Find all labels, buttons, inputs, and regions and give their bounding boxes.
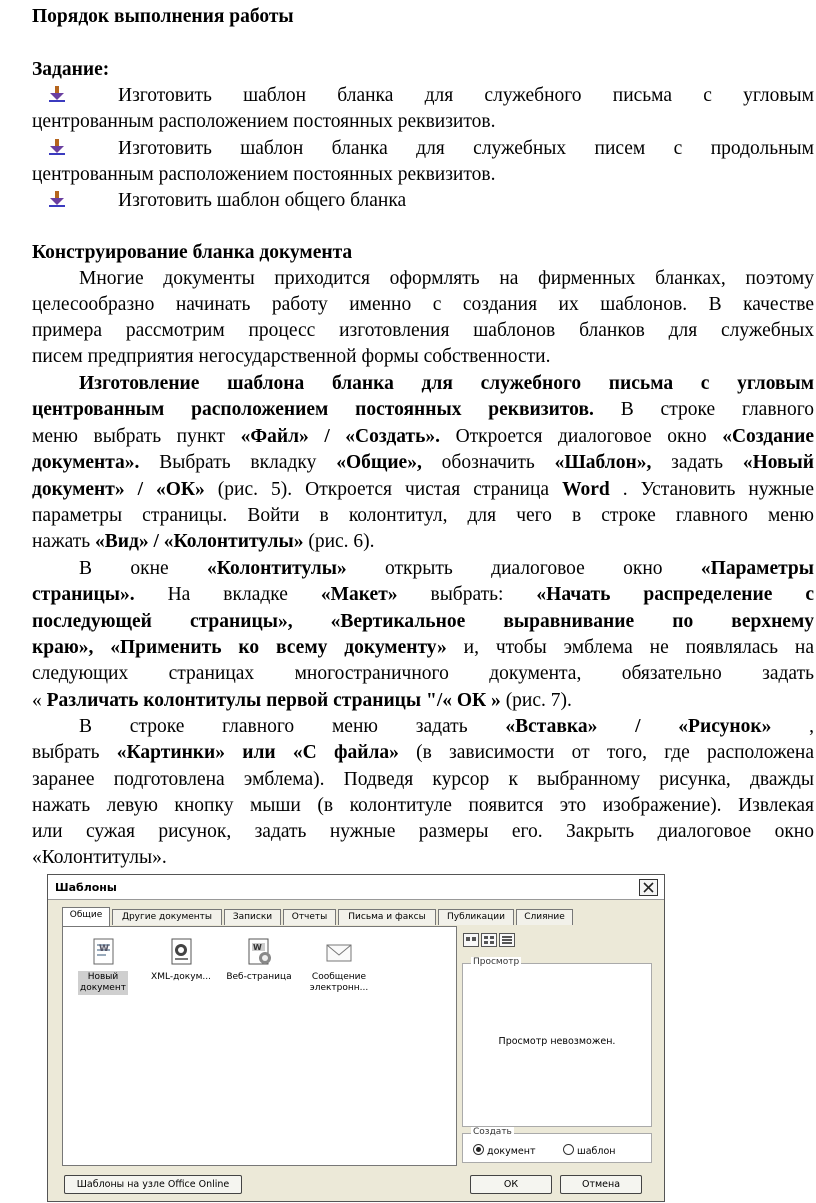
task-1-line-1: Изготовить шаблон бланка для служебного письма с угловым bbox=[118, 85, 814, 106]
details-view-icon[interactable] bbox=[499, 933, 515, 947]
tab-general[interactable]: Общие bbox=[62, 907, 110, 926]
heading-order: Порядок выполнения работы bbox=[32, 6, 294, 27]
p1-line-4: писем предприятия негосударственной формы собственности. bbox=[32, 346, 551, 367]
large-icons-view-icon[interactable] bbox=[463, 933, 479, 947]
ok-button[interactable]: ОК bbox=[470, 1175, 552, 1194]
p1-line-2: целесообразно начинать работу именно с создания их шаблонов. В качестве bbox=[32, 294, 814, 315]
svg-text:W: W bbox=[253, 943, 262, 952]
radio-document[interactable]: документ bbox=[473, 1144, 536, 1157]
xml-document-icon bbox=[166, 937, 196, 967]
list-view-icon[interactable] bbox=[481, 933, 497, 947]
p2-line-5: документ» / «ОК» (рис. 5). Откроется чистая страница Word . Установить нужные bbox=[32, 479, 814, 500]
task-3-line-1: Изготовить шаблон общего бланка bbox=[118, 190, 407, 211]
p4-line-4: нажать левую кнопку мыши (в колонтитуле появится это изображение). Извлекая bbox=[32, 795, 814, 816]
tab-merge[interactable]: Слияние bbox=[516, 909, 573, 925]
p4-line-3: заранее подготовлена эмблема). Подведя курсор к выбранному рисунка, дважды bbox=[32, 769, 814, 790]
email-envelope-icon bbox=[324, 937, 354, 967]
tab-reports[interactable]: Отчеты bbox=[283, 909, 336, 925]
p3-line-5: следующих страницах многостраничного документа, обязательно задать bbox=[32, 663, 814, 684]
section-title: Конструирование бланка документа bbox=[32, 242, 353, 263]
tab-publications[interactable]: Публикации bbox=[438, 909, 514, 925]
p1-line-3: примера рассмотрим процесс изготовления шаблонов бланков для служебных bbox=[32, 320, 814, 341]
p3-line-4: краю», «Применить ко всему документу» и, чтобы эмблема не появлялась на bbox=[32, 637, 814, 658]
p2-line-4: документа». Выбрать вкладку «Общие», обозначить «Шаблон», задать «Новый bbox=[32, 452, 815, 473]
template-item-xml-document[interactable]: XML-докум... bbox=[143, 937, 219, 984]
task-1-line-2: центрованным расположением постоянных реквизитов. bbox=[32, 111, 496, 132]
preview-label: Просмотр bbox=[473, 957, 520, 967]
task-label: Задание: bbox=[32, 59, 110, 80]
web-page-icon bbox=[244, 937, 274, 967]
p4-line-1: В строке главного меню задать «Вставка» / «Рисунок» , bbox=[79, 716, 814, 737]
preview-group bbox=[462, 957, 652, 1127]
p3-line-2: страницы». На вкладке «Макет» выбрать: «Начать распределение с bbox=[32, 584, 814, 605]
radio-template[interactable]: шаблон bbox=[563, 1144, 615, 1157]
cancel-button[interactable]: Отмена bbox=[560, 1175, 642, 1194]
template-item-web-page[interactable]: W Веб-страница bbox=[221, 937, 297, 984]
template-item-email-message[interactable]: Сообщение электронн... bbox=[301, 937, 377, 995]
template-list bbox=[62, 926, 457, 1166]
p2-line-6: параметры страницы. Войти в колонтитул, для чего в строке главного меню bbox=[32, 505, 814, 526]
p3-line-1: В окне «Колонтитулы» открыть диалоговое окно «Параметры bbox=[79, 558, 814, 579]
dialog-title-bar bbox=[48, 875, 664, 900]
create-group bbox=[462, 1127, 652, 1163]
task-2-line-1: Изготовить шаблон бланка для служебных писем с продольным bbox=[118, 138, 814, 159]
close-icon[interactable] bbox=[639, 879, 658, 896]
p3-line-3: последующей страницы», «Вертикальное выравнивание по верхнему bbox=[32, 611, 814, 632]
p2-line-7: нажать «Вид» / «Колонтитулы» (рис. 6). bbox=[32, 531, 375, 552]
tab-letters-faxes[interactable]: Письма и факсы bbox=[338, 909, 436, 925]
template-item-new-document[interactable]: W Новый документ bbox=[65, 937, 141, 995]
create-label: Создать bbox=[473, 1127, 512, 1137]
word-document-icon bbox=[88, 937, 118, 967]
p2-line-1: Изготовление шаблона бланка для служебного письма с угловым bbox=[79, 373, 814, 394]
dialog-title: Шаблоны bbox=[55, 881, 117, 894]
office-online-templates-button[interactable]: Шаблоны на узле Office Online bbox=[64, 1175, 242, 1194]
p2-line-3: меню выбрать пункт «Файл» / «Создать». Откроется диалоговое окно «Создание bbox=[32, 426, 814, 447]
task-2-line-2: центрованным расположением постоянных реквизитов. bbox=[32, 164, 496, 185]
tab-other-documents[interactable]: Другие документы bbox=[112, 909, 222, 925]
radio-document-dot bbox=[473, 1144, 484, 1155]
p1-line-1: Многие документы приходится оформлять на фирменных бланках, поэтому bbox=[79, 268, 814, 289]
p2-line-2: центрованным расположением постоянных реквизитов. В строке главного bbox=[32, 399, 814, 420]
p4-line-5: или сужая рисунок, задать нужные размеры его. Закрыть диалоговое окно bbox=[32, 821, 814, 842]
p4-line-2: выбрать «Картинки» или «С файла» (в зависимости от того, где расположена bbox=[32, 742, 814, 763]
tab-memos[interactable]: Записки bbox=[224, 909, 281, 925]
svg-text:W: W bbox=[99, 944, 109, 954]
p3-line-6: « Различать колонтитулы первой страницы "/« ОК » (рис. 7). bbox=[32, 690, 572, 711]
preview-message: Просмотр невозможен. bbox=[498, 1036, 616, 1047]
p4-line-6: «Колонтитулы». bbox=[32, 847, 167, 868]
templates-dialog bbox=[47, 874, 665, 1202]
radio-template-dot bbox=[563, 1144, 574, 1155]
